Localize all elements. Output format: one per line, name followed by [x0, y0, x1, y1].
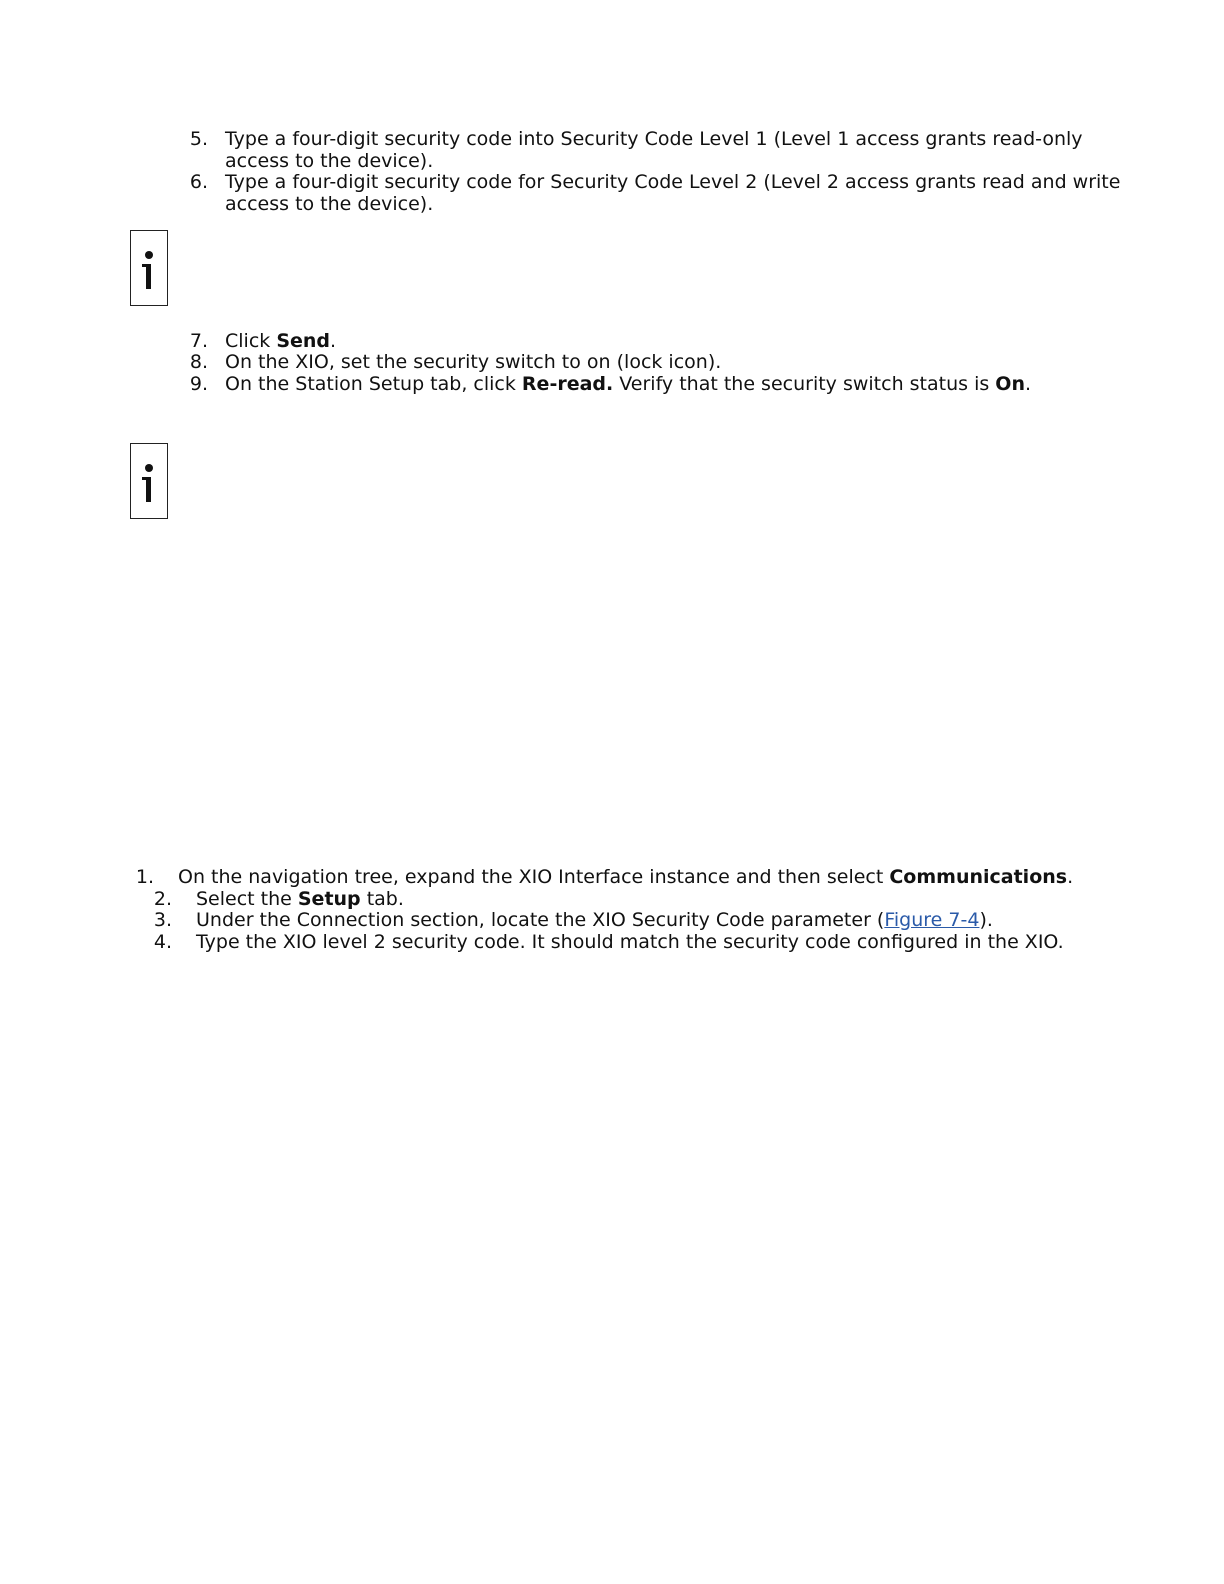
step-6-text-line2: access to the device). — [225, 193, 434, 215]
info-icon — [130, 443, 168, 519]
figure-link[interactable]: Figure 7-4 — [884, 909, 980, 931]
step-2-text: Select the Setup tab. — [196, 888, 404, 910]
step-number: 4. — [153, 931, 172, 953]
step-number: 9. — [189, 373, 208, 395]
step-number: 1. — [135, 866, 154, 888]
step-7-text: Click Send. — [225, 330, 337, 352]
step-number: 6. — [189, 171, 208, 193]
step-6-text-line1: Type a four-digit security code for Security Code Level 2 (Level 2 access grants read and write — [225, 171, 1121, 193]
step-1-text: On the navigation tree, expand the XIO Interface instance and then select Communications. — [178, 866, 1074, 888]
step-8-text: On the XIO, set the security switch to on (lock icon). — [225, 351, 722, 373]
step-number: 3. — [153, 909, 172, 931]
step-9-text: On the Station Setup tab, click Re-read. Verify that the security switch status is On. — [225, 373, 1032, 395]
info-icon — [130, 230, 168, 306]
step-number: 7. — [189, 330, 208, 352]
step-number: 5. — [189, 128, 208, 150]
step-number: 2. — [153, 888, 172, 910]
step-5-text-line2: access to the device). — [225, 150, 434, 172]
step-number: 8. — [189, 351, 208, 373]
step-4-text: Type the XIO level 2 security code. It should match the security code configured in the XIO. — [196, 931, 1064, 953]
step-3-text: Under the Connection section, locate the XIO Security Code parameter (Figure 7-4). — [196, 909, 993, 931]
step-5-text-line1: Type a four-digit security code into Security Code Level 1 (Level 1 access grants read-only — [225, 128, 1083, 150]
